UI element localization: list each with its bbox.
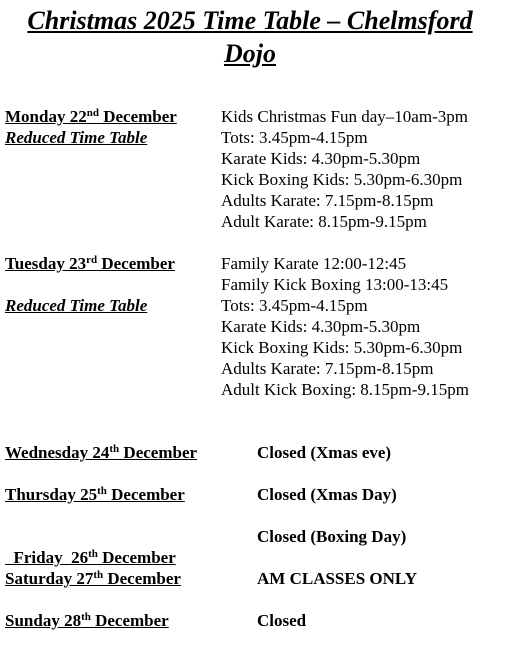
tuesday-class: Tots: 3.45pm-4.15pm (221, 296, 368, 315)
closure-day (5, 526, 176, 568)
closure-status: Closed (Boxing Day) (257, 527, 407, 546)
closure-month: December (90, 611, 169, 630)
tuesday-class: Adult Kick Boxing: 8.15pm-9.15pm (221, 380, 469, 399)
tuesday-class: Family Kick Boxing 13:00-13:45 (221, 275, 449, 294)
tuesday-subtitle: Reduced Time Table (5, 296, 148, 315)
monday-class: Adults Karate: 7.15pm-8.15pm (221, 191, 434, 210)
closure-day-text: Sunday 28 (5, 611, 82, 630)
monday-class: Tots: 3.45pm-4.15pm (221, 128, 368, 147)
closure-day (5, 442, 197, 463)
tuesday-month: December (97, 254, 175, 273)
monday-class: Kick Boxing Kids: 5.30pm-6.30pm (221, 170, 463, 189)
monday-day: Monday 22 (5, 107, 87, 126)
closure-day-text: Thursday 25 (5, 485, 98, 504)
monday-class: Karate Kids: 4.30pm-5.30pm (221, 149, 421, 168)
monday-subtitle: Reduced Time Table (5, 128, 148, 147)
closure-day-text: Saturday 27 (5, 569, 94, 588)
closure-suffix: th (88, 548, 98, 560)
closure-status: Closed (Xmas eve) (257, 443, 392, 462)
closure-suffix: th (109, 443, 120, 455)
closure-status: Closed (Xmas Day) (257, 485, 397, 504)
closure-suffix: th (97, 485, 107, 497)
closure-month: December (106, 485, 185, 504)
closure-suffix: th (93, 569, 104, 581)
tuesday-suffix: rd (86, 254, 98, 266)
monday-suffix: nd (86, 107, 99, 119)
closure-suffix: th (81, 611, 91, 623)
closure-day (5, 610, 169, 631)
closure-day (5, 484, 185, 505)
tuesday-class: Adults Karate: 7.15pm-8.15pm (221, 359, 434, 378)
page-title: Christmas 2025 Time Table – Chelmsford Dojo (27, 6, 473, 68)
closure-month: December (103, 569, 181, 588)
tuesday-heading (5, 253, 221, 274)
monday-class: Adult Karate: 8.15pm-9.15pm (221, 212, 427, 231)
closure-status: Closed (257, 611, 307, 630)
closure-day-text: Wednesday 24 (5, 443, 110, 462)
tuesday-class: Kick Boxing Kids: 5.30pm-6.30pm (221, 338, 463, 357)
closure-day (5, 568, 181, 589)
closure-month: December (119, 443, 198, 462)
closure-month: December (97, 548, 176, 567)
tuesday-class: Karate Kids: 4.30pm-5.30pm (221, 317, 421, 336)
tuesday-day: Tuesday 23 (5, 254, 87, 273)
monday-month: December (98, 107, 177, 126)
closure-day-text: Friday 26 (13, 548, 89, 567)
monday-class: Kids Christmas Fun day–10am-3pm (221, 107, 468, 126)
tuesday-class: Family Karate 12:00-12:45 (221, 254, 407, 273)
closure-status: AM CLASSES ONLY (257, 569, 417, 588)
monday-heading (5, 106, 193, 127)
